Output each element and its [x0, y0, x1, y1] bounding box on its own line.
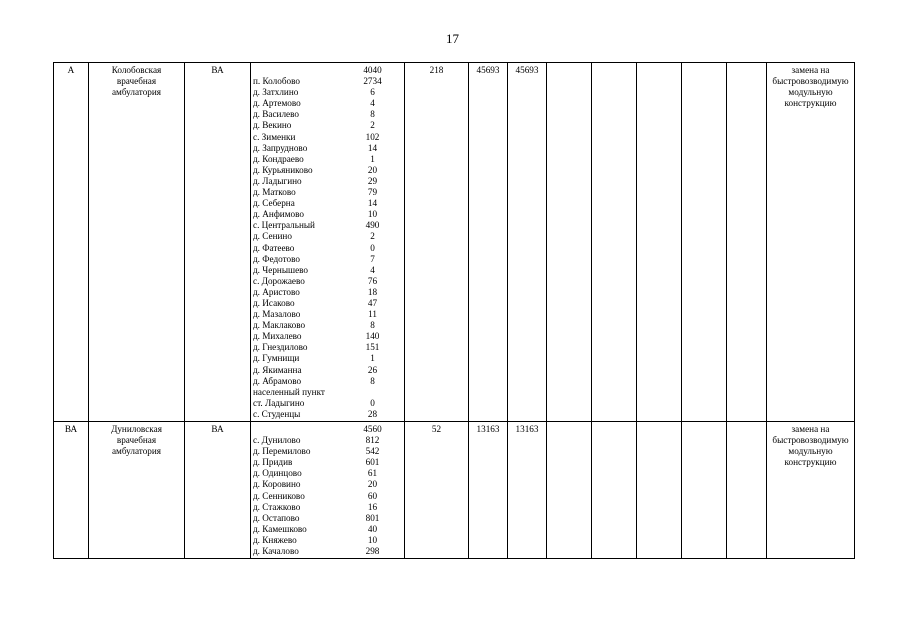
settlement-population: 542 [365, 446, 380, 457]
settlement-population: 801 [365, 512, 380, 523]
settlement-name: д. Кондраево [253, 153, 304, 164]
settlement-name: д. Качалово [253, 546, 299, 557]
type-cell: ВА [185, 63, 251, 422]
institution-cell [89, 422, 185, 559]
settlement-name: д. Придив [253, 457, 293, 468]
note-line: конструкцию [784, 98, 837, 109]
settlement-population: 2 [370, 231, 375, 242]
institution-cell [89, 63, 185, 422]
settlements-cell [251, 63, 405, 422]
settlement-name: д. Коровино [253, 479, 301, 490]
settlement-name: д. Себерна [253, 198, 295, 209]
settlement-population: 490 [365, 220, 380, 231]
empty-cell [547, 63, 592, 422]
settlement-name: населенный пункт [253, 386, 325, 397]
empty-cell [592, 63, 637, 422]
settlement-population: 40 [367, 523, 378, 534]
settlement-population: 8 [370, 109, 375, 120]
settlement-name: д. Курьяниково [253, 164, 313, 175]
note-line: конструкцию [784, 457, 837, 468]
settlement-name: д. Василево [253, 109, 300, 120]
settlement-name: д. Княжево [253, 534, 297, 545]
settlement-population: 14 [367, 142, 378, 153]
settlement-population: 29 [367, 175, 378, 186]
settlement-population: 60 [367, 490, 378, 501]
settlement-population: 26 [367, 364, 378, 375]
settlement-population: 102 [365, 131, 380, 142]
settlement-name: д. Векино [253, 120, 292, 131]
empty-cell [682, 63, 727, 422]
settlement-name: д. Перемилово [253, 446, 311, 457]
code-cell: А [54, 63, 89, 422]
settlement-population: 76 [367, 275, 378, 286]
settlement-name: д. Исаково [253, 297, 295, 308]
settlement-name: д. Гумнищи [253, 353, 300, 364]
institution-line: амбулатория [111, 87, 162, 98]
settlement-population: 14 [367, 198, 378, 209]
institution-line: амбулатория [111, 446, 162, 457]
settlements-cell [251, 422, 405, 559]
facilities-table [53, 62, 855, 559]
empty-cell [637, 63, 682, 422]
settlement-name: д. Мазалово [253, 309, 301, 320]
empty-cell [727, 422, 767, 559]
col7-cell: 45693 [508, 63, 547, 422]
settlement-name: д. Запрудново [253, 142, 308, 153]
settlement-population: 2 [370, 120, 375, 131]
empty-cell [727, 63, 767, 422]
settlement-population: 0 [370, 397, 375, 408]
institution-line: Дуниловская [111, 424, 162, 434]
settlement-name: д. Матково [253, 187, 296, 198]
institution-line: врачебная [116, 435, 157, 446]
settlement-population: 4 [370, 98, 375, 109]
code-cell: ВА [54, 422, 89, 559]
settlement-name: д. Маклаково [253, 320, 306, 331]
empty-cell [592, 422, 637, 559]
settlement-population: 812 [365, 435, 380, 446]
institution-line: врачебная [116, 76, 157, 87]
settlement-population: 298 [365, 546, 380, 557]
settlement-population: 8 [370, 375, 375, 386]
settlement-name: д. Камешково [253, 523, 307, 534]
settlement-name: д. Сенниково [253, 490, 305, 501]
empty-cell [682, 422, 727, 559]
settlement-name: д. Стажково [253, 501, 301, 512]
note-line: замена на [791, 65, 830, 75]
settlement-name: д. Фатеево [253, 242, 295, 253]
col7-cell: 13163 [508, 422, 547, 559]
settlement-population: 8 [370, 320, 375, 331]
settlement-name: с. Дунилово [253, 435, 301, 446]
settlement-population: 1 [370, 153, 375, 164]
settlement-name: д. Сенино [253, 231, 292, 242]
settlement-population: 151 [365, 342, 380, 353]
settlement-name: п. Колобово [253, 76, 300, 87]
settlement-name: д. Затхлино [253, 87, 299, 98]
col6-cell: 13163 [469, 422, 508, 559]
settlement-population [343, 387, 402, 398]
institution-line: Колобовская [111, 65, 162, 75]
settlement-name: с. Центральный [253, 220, 315, 231]
col5-cell: 52 [405, 422, 469, 559]
settlement-population: 6 [370, 87, 375, 98]
settlement-name: д. Михалево [253, 331, 302, 342]
settlement-population: 16 [367, 501, 378, 512]
settlement-population: 1 [370, 353, 375, 364]
settlement-population: 20 [367, 479, 378, 490]
note-cell [767, 63, 855, 422]
empty-cell [637, 422, 682, 559]
settlement-population: 28 [367, 408, 378, 419]
settlement-population: 10 [367, 534, 378, 545]
note-line: быстровозводимую [772, 435, 849, 446]
settlement-population: 4 [370, 264, 375, 275]
settlement-name: д. Остапово [253, 512, 300, 523]
settlement-population: 0 [370, 242, 375, 253]
settlement-name: д. Абрамово [253, 375, 302, 386]
total-population: 4560 [363, 424, 382, 434]
settlement-population: 7 [370, 253, 375, 264]
table-row [54, 63, 855, 422]
type-cell: ВА [185, 422, 251, 559]
table-row [54, 422, 855, 559]
settlement-name: д. Якиманна [253, 364, 302, 375]
note-line: замена на [791, 424, 830, 434]
settlement-population: 601 [365, 457, 380, 468]
settlement-population: 79 [367, 187, 378, 198]
note-line: модульную [788, 87, 833, 98]
settlement-population: 2734 [363, 76, 382, 87]
settlement-name: с. Зименки [253, 131, 296, 142]
empty-cell [547, 422, 592, 559]
note-cell [767, 422, 855, 559]
settlement-name: д. Гнездилово [253, 342, 308, 353]
note-line: модульную [788, 446, 833, 457]
settlement-name: с. Студенцы [253, 408, 301, 419]
settlement-population: 140 [365, 331, 380, 342]
settlement-population: 47 [367, 297, 378, 308]
settlement-population: 20 [367, 164, 378, 175]
settlement-name: д. Федотово [253, 253, 300, 264]
settlement-name: д. Ладыгино [253, 175, 302, 186]
settlement-population: 11 [368, 309, 377, 320]
settlement-name: д. Одинцово [253, 468, 302, 479]
settlement-name: д. Чернышево [253, 264, 309, 275]
page-number: 17 [446, 31, 459, 46]
settlement-name: с. Дорожаево [253, 275, 305, 286]
settlement-population: 61 [367, 468, 378, 479]
settlement-name: ст. Ладыгино [253, 397, 305, 408]
col5-cell: 218 [405, 63, 469, 422]
settlement-population: 18 [367, 286, 378, 297]
total-population: 4040 [363, 65, 382, 75]
col6-cell: 45693 [469, 63, 508, 422]
settlement-population: 10 [367, 209, 378, 220]
settlement-name: д. Артемово [253, 98, 301, 109]
note-line: быстровозводимую [772, 76, 849, 87]
settlement-name: д. Аристово [253, 286, 300, 297]
settlement-name: д. Анфимово [253, 209, 304, 220]
